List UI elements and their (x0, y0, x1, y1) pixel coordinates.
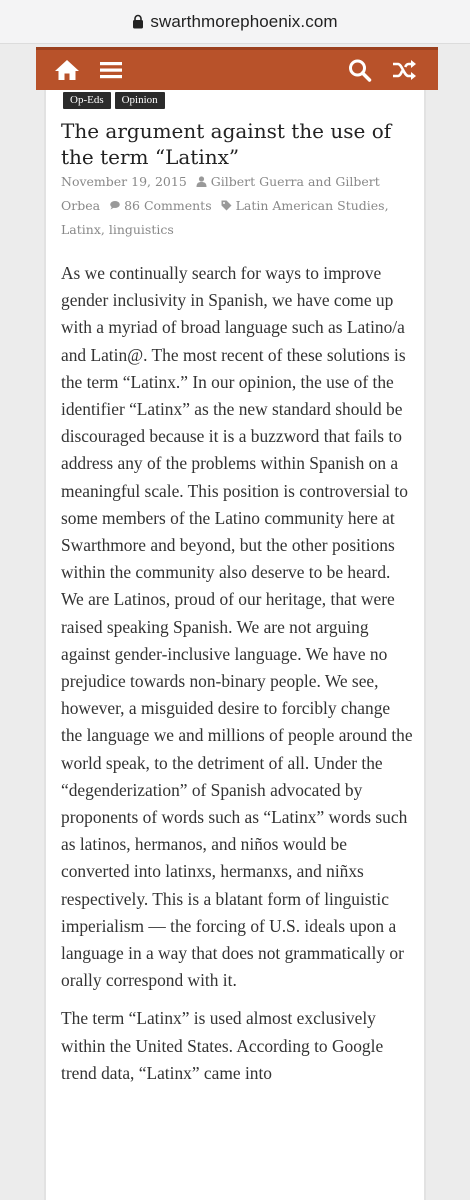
lock-icon (132, 14, 144, 29)
paragraph: The term “Latinx” is used almost exclusively within the United States. According to Google trend data, “Latinx” came into (61, 1008, 384, 1083)
user-icon (196, 176, 207, 187)
post-tags[interactable]: Latin American Studies, Latinx, linguistics (61, 198, 389, 237)
url-text: swarthmorephoenix.com (150, 11, 338, 31)
article-body (61, 260, 413, 1098)
post-author[interactable]: Gilbert Guerra and Gilbert Orbea (61, 174, 380, 213)
category-tags (63, 92, 165, 109)
search-icon[interactable] (347, 58, 373, 82)
shuffle-icon[interactable] (391, 58, 417, 82)
post-meta (61, 170, 411, 242)
site-nav-bar (36, 47, 438, 90)
comments-link[interactable]: 86 Comments (124, 198, 212, 213)
tag-icon (221, 200, 232, 211)
paragraph: As we continually search for ways to improve gender inclusivity in Spanish, we have come up with a myriad of broad language such as Latino/a and Latin@. The most recent of these solutions is the term “Latinx.” In our opinion, the use of the identifier “Latinx” as the new standard should be discouraged because it is a buzzword that fails to address any of the problems within Spanish on a meaningful scale. This position is controversial to some members of the Latino community here at Swarthmore and beyond, but the other positions within the community also deserve to be heard. We are Latinos, proud of our heritage, that were raised speaking Spanish. We are not arguing against gender-inclusive language. We have no prejudice towards non-binary people. We see, however, a misguided desire to forcibly change the language we and millions of people around the world speak, to the detriment of all. Under the “degenderization” of Spanish advocated by proponents of words such as “Latinx” words such as latinos, hermanos, and niños would be converted into latinxs, hermanxs, and niñxs respectively. This is a blatant form of linguistic imperialism — the forcing of U.S. ideals upon a language in a way that does not grammatically or orally correspond with it. (61, 263, 413, 991)
category-tag-op-eds[interactable]: Op-Eds (63, 92, 111, 109)
post-title: The argument against the use of the term “Latinx” (61, 119, 392, 169)
comments-icon (109, 200, 120, 211)
post-date[interactable]: November 19, 2015 (61, 174, 187, 189)
menu-icon[interactable] (98, 58, 124, 82)
home-icon[interactable] (54, 58, 80, 82)
category-tag-opinion[interactable]: Opinion (115, 92, 165, 109)
address-bar[interactable] (0, 0, 470, 44)
card-border-right (424, 88, 426, 1200)
